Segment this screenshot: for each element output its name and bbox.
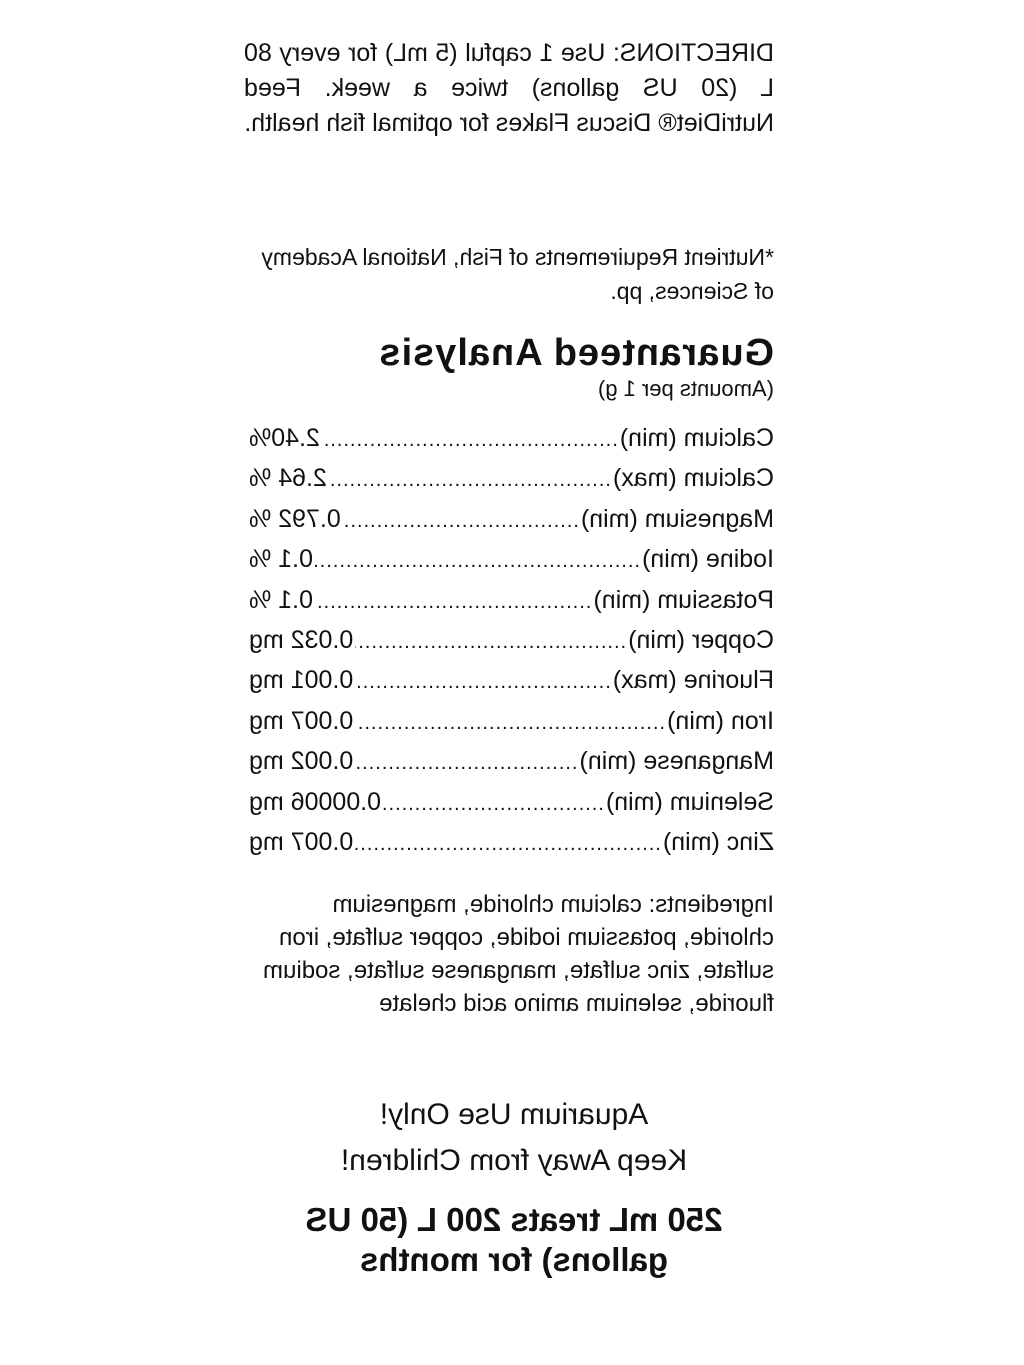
- leader-dots: [315, 550, 640, 573]
- nutrient-value: 0.00006 mg: [249, 787, 382, 816]
- leader-dots: [355, 671, 611, 694]
- warning-line-1: Aquarium Use Only!: [379, 1098, 649, 1131]
- leader-dots: [343, 510, 579, 533]
- directions-text: DIRECTIONS: Use 1 capful (5 mL) for every 80 L (20 US gallons) twice a week. Feed NutriDiet® Discus Flakes for optimal fish health.: [244, 39, 774, 137]
- nutrient-name: Zinc (min): [662, 827, 774, 856]
- nutrient-name: Magnesium (min): [580, 504, 774, 533]
- nutrient-value: 2.64 %: [249, 464, 327, 493]
- warning-text: [254, 1092, 774, 1184]
- analysis-row: [249, 586, 774, 626]
- analysis-row: [249, 545, 774, 585]
- nutrient-name: Iron (min): [667, 706, 774, 735]
- nutrient-value: 0.792 %: [249, 504, 341, 533]
- leader-dots: [355, 752, 577, 775]
- treats-text: 250 mL treats 200 L (50 US gallons) for months: [305, 1201, 723, 1278]
- leader-dots: [315, 591, 591, 614]
- leader-dots: [329, 469, 611, 492]
- analysis-row: [249, 788, 774, 828]
- footnote-text: *Nutrient Requirements of Fish, National Academy of Sciences, pp.: [261, 244, 774, 304]
- nutrient-name: Calcium (min): [619, 424, 774, 452]
- nutrient-name: Fluorine (max): [612, 666, 774, 695]
- leader-dots: [322, 429, 618, 452]
- analysis-row: [249, 424, 774, 464]
- analysis-row: [249, 505, 774, 545]
- nutrient-value: 0.007 mg: [249, 706, 354, 735]
- nutrient-value: 0.007 mg: [249, 827, 354, 856]
- nutrient-name: Manganese (min): [579, 747, 774, 776]
- nutrient-name: Potassium (min): [593, 585, 774, 614]
- analysis-subtitle: (Amounts per 1 g): [597, 376, 774, 401]
- nutrient-value: 0.1 %: [249, 545, 313, 574]
- warning-line-2: Keep Away from Children!: [340, 1144, 688, 1177]
- leader-dots: [383, 793, 604, 816]
- analysis-row: [249, 626, 774, 666]
- nutrient-name: Copper (min): [628, 625, 774, 654]
- nutrient-value: 0.002 mg: [249, 747, 354, 776]
- analysis-row: [249, 828, 774, 868]
- analysis-row: [249, 666, 774, 706]
- nutrient-value: 2.40%: [249, 424, 320, 452]
- nutrient-name: Selenium (min): [605, 787, 774, 816]
- analysis-row: [249, 707, 774, 747]
- nutrient-name: Calcium (max): [612, 464, 774, 493]
- analysis-row: [249, 464, 774, 504]
- leader-dots: [355, 712, 665, 735]
- nutrient-value: 0.032 mg: [249, 625, 354, 654]
- ingredients-text: Ingredients: calcium chloride, magnesium chloride, potassium iodide, copper sulfate, iron sulfate, zinc sulfate, manganese sulfate, sodium fluoride, selenium amino acid chelate: [263, 891, 774, 1017]
- nutrient-name: Iodine (min): [642, 545, 774, 574]
- analysis-table: [249, 424, 774, 868]
- leader-dots: [355, 833, 661, 856]
- analysis-title: Guaranteed Analysis: [378, 332, 774, 374]
- leader-dots: [355, 631, 626, 654]
- nutrient-value: 0.1 %: [249, 585, 313, 614]
- nutrient-value: 0.001 mg: [249, 666, 354, 695]
- analysis-row: [249, 747, 774, 787]
